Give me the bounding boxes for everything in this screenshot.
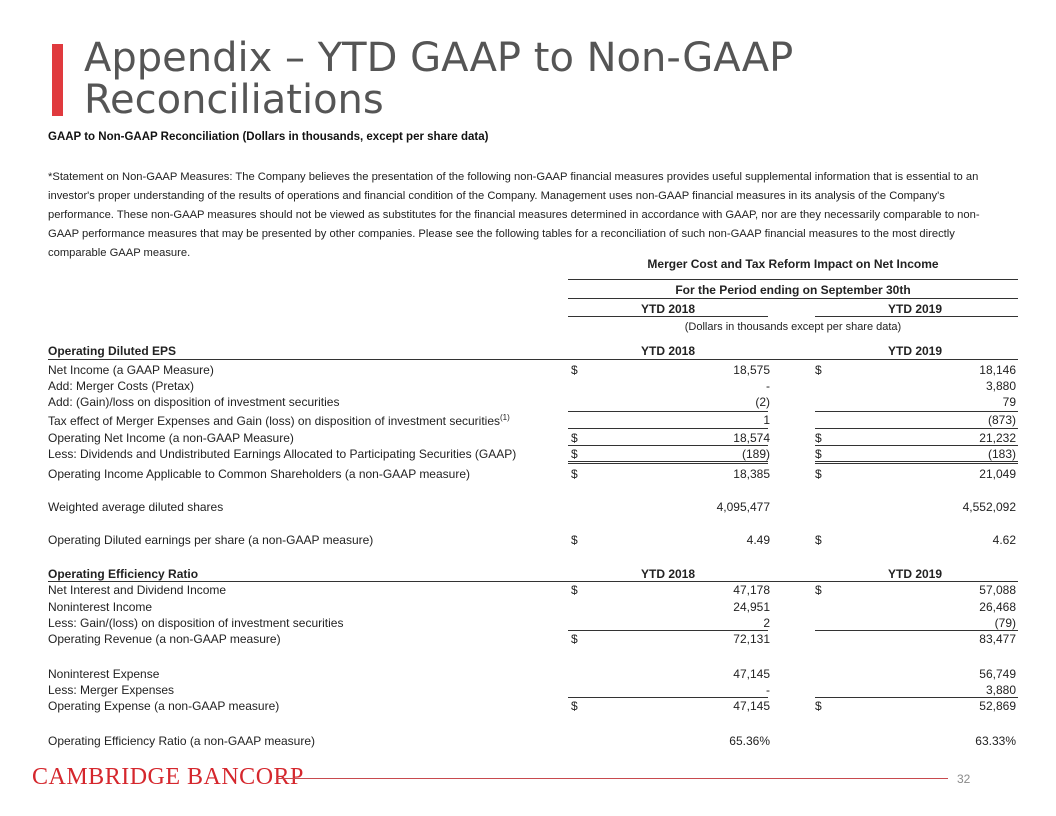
total-rule xyxy=(568,461,768,462)
subtotal-rule xyxy=(568,445,768,446)
subtotal-rule xyxy=(568,630,768,631)
row-label: Noninterest Expense xyxy=(48,667,160,681)
value-2019: 3,880 xyxy=(985,379,1016,393)
currency-symbol: $ xyxy=(815,583,822,597)
efficiency-section-heading: Operating Efficiency Ratio xyxy=(48,567,199,581)
eps-section-heading: Operating Diluted EPS xyxy=(48,344,177,358)
currency-symbol: $ xyxy=(815,533,822,547)
subtotal-rule xyxy=(815,445,1018,446)
total-rule xyxy=(815,463,1018,464)
value-2018: 18,575 xyxy=(733,363,770,377)
col-rule-2019 xyxy=(815,316,1018,317)
table-caption: Merger Cost and Tax Reform Impact on Net Income xyxy=(647,257,939,271)
value-2019: (183) xyxy=(987,447,1016,461)
row-label: Add: Merger Costs (Pretax) xyxy=(48,379,195,393)
total-rule xyxy=(815,461,1018,462)
value-2019: (873) xyxy=(987,413,1016,427)
value-2019: 4,552,092 xyxy=(962,500,1016,514)
value-2019: (79) xyxy=(994,616,1016,630)
row-label: Noninterest Income xyxy=(48,600,153,614)
row-label xyxy=(48,413,510,428)
currency-symbol: $ xyxy=(571,632,578,646)
page-number: 32 xyxy=(957,772,971,786)
value-2018: 47,145 xyxy=(733,699,770,713)
col-header-2019: YTD 2019 xyxy=(887,302,943,316)
eps-col-2019: YTD 2019 xyxy=(887,344,943,358)
subtotal-rule xyxy=(815,428,1018,429)
row-label-text: Tax effect of Merger Expenses and Gain (loss) on disposition of investment securities xyxy=(48,414,500,428)
table-subtitle: GAAP to Non-GAAP Reconciliation (Dollars in thousands, except per share data) xyxy=(48,131,489,143)
value-2018: 4.49 xyxy=(746,533,770,547)
row-label: Operating Income Applicable to Common Shareholders (a non-GAAP measure) xyxy=(48,467,470,481)
row-label: Less: Merger Expenses xyxy=(48,683,175,697)
currency-symbol: $ xyxy=(571,467,578,481)
value-2018: - xyxy=(766,379,770,393)
col-rule-2018 xyxy=(568,316,768,317)
caption-rule xyxy=(568,279,1018,280)
currency-symbol: $ xyxy=(571,699,578,713)
units-note: (Dollars in thousands except per share data) xyxy=(684,321,902,333)
currency-symbol: $ xyxy=(571,447,578,461)
value-2018: 72,131 xyxy=(733,632,770,646)
value-2019: 21,232 xyxy=(979,431,1016,445)
value-2019: 18,146 xyxy=(979,363,1016,377)
row-label: Operating Net Income (a non-GAAP Measure) xyxy=(48,431,294,445)
row-label: Less: Gain/(loss) on disposition of investment securities xyxy=(48,616,344,630)
subtotal-rule xyxy=(815,697,1018,698)
value-2018: 24,951 xyxy=(733,600,770,614)
row-label: Net Interest and Dividend Income xyxy=(48,583,227,597)
currency-symbol: $ xyxy=(571,363,578,377)
row-label: Operating Diluted earnings per share (a non-GAAP measure) xyxy=(48,533,374,547)
currency-symbol: $ xyxy=(815,699,822,713)
eff-col-2018: YTD 2018 xyxy=(640,567,696,581)
row-label: Operating Efficiency Ratio (a non-GAAP measure) xyxy=(48,734,316,748)
currency-symbol: $ xyxy=(815,467,822,481)
currency-symbol: $ xyxy=(571,583,578,597)
currency-symbol: $ xyxy=(571,533,578,547)
value-2019: 79 xyxy=(1002,395,1016,409)
subtotal-rule xyxy=(815,411,1018,412)
value-2018: (2) xyxy=(755,395,770,409)
footnote-marker: (1) xyxy=(500,413,510,422)
value-2019: 56,749 xyxy=(979,667,1016,681)
col-header-2018: YTD 2018 xyxy=(640,302,696,316)
subtotal-rule xyxy=(568,411,768,412)
value-2019: 63.33% xyxy=(975,734,1016,748)
row-label: Weighted average diluted shares xyxy=(48,500,224,514)
eps-col-2018: YTD 2018 xyxy=(640,344,696,358)
value-2018: 47,145 xyxy=(733,667,770,681)
value-2018: 18,574 xyxy=(733,431,770,445)
title-accent-bar xyxy=(52,44,63,116)
value-2018: 2 xyxy=(763,616,770,630)
value-2019: 83,477 xyxy=(979,632,1016,646)
subtotal-rule xyxy=(568,697,768,698)
currency-symbol: $ xyxy=(571,431,578,445)
eff-heading-rule xyxy=(48,581,1018,582)
period-rule xyxy=(568,298,1018,299)
currency-symbol: $ xyxy=(815,447,822,461)
value-2018: 47,178 xyxy=(733,583,770,597)
row-label: Operating Expense (a non-GAAP measure) xyxy=(48,699,280,713)
eff-col-2019: YTD 2019 xyxy=(887,567,943,581)
value-2019: 21,049 xyxy=(979,467,1016,481)
subtotal-rule xyxy=(568,428,768,429)
value-2018: 18,385 xyxy=(733,467,770,481)
subtotal-rule xyxy=(815,630,1018,631)
row-label: Net Income (a GAAP Measure) xyxy=(48,363,214,377)
value-2019: 57,088 xyxy=(979,583,1016,597)
value-2018: (189) xyxy=(741,447,770,461)
value-2019: 52,869 xyxy=(979,699,1016,713)
row-label: Less: Dividends and Undistributed Earnings Allocated to Participating Securities (GAAP) xyxy=(48,447,517,461)
value-2019: 4.62 xyxy=(992,533,1016,547)
value-2018: 65.36% xyxy=(729,734,770,748)
value-2018: 1 xyxy=(763,413,770,427)
value-2019: 26,468 xyxy=(979,600,1016,614)
value-2018: 4,095,477 xyxy=(716,500,770,514)
value-2018: - xyxy=(766,683,770,697)
row-label: Add: (Gain)/loss on disposition of investment securities xyxy=(48,395,340,409)
page-title: Appendix – YTD GAAP to Non-GAAP Reconciliations xyxy=(84,35,794,123)
period-label: For the Period ending on September 30th xyxy=(675,283,911,297)
currency-symbol: $ xyxy=(815,363,822,377)
currency-symbol: $ xyxy=(815,431,822,445)
row-label: Operating Revenue (a non-GAAP measure) xyxy=(48,632,281,646)
footer-rule xyxy=(276,778,948,779)
non-gaap-statement: *Statement on Non-GAAP Measures: The Company believes the presentation of the following non-GAAP financial measures provides useful supplemental information that is essential to an investor's proper understanding of the results of operations and financial condition of the Company. Management uses non-GAAP financial measures in its analysis of the Company's performance. These non-GAAP measures should not be viewed as substitutes for the financial measures determined in accordance with GAAP, nor are they necessarily comparable to non-GAAP performance measures that may be presented by other companies. Please see the following tables for a reconciliation of such non-GAAP financial measures to the most directly comparable GAAP measure. xyxy=(48,171,980,259)
total-rule xyxy=(568,463,768,464)
company-logo: CAMBRIDGE BANCORP xyxy=(32,764,304,790)
value-2019: 3,880 xyxy=(985,683,1016,697)
eps-heading-rule xyxy=(48,359,1018,360)
